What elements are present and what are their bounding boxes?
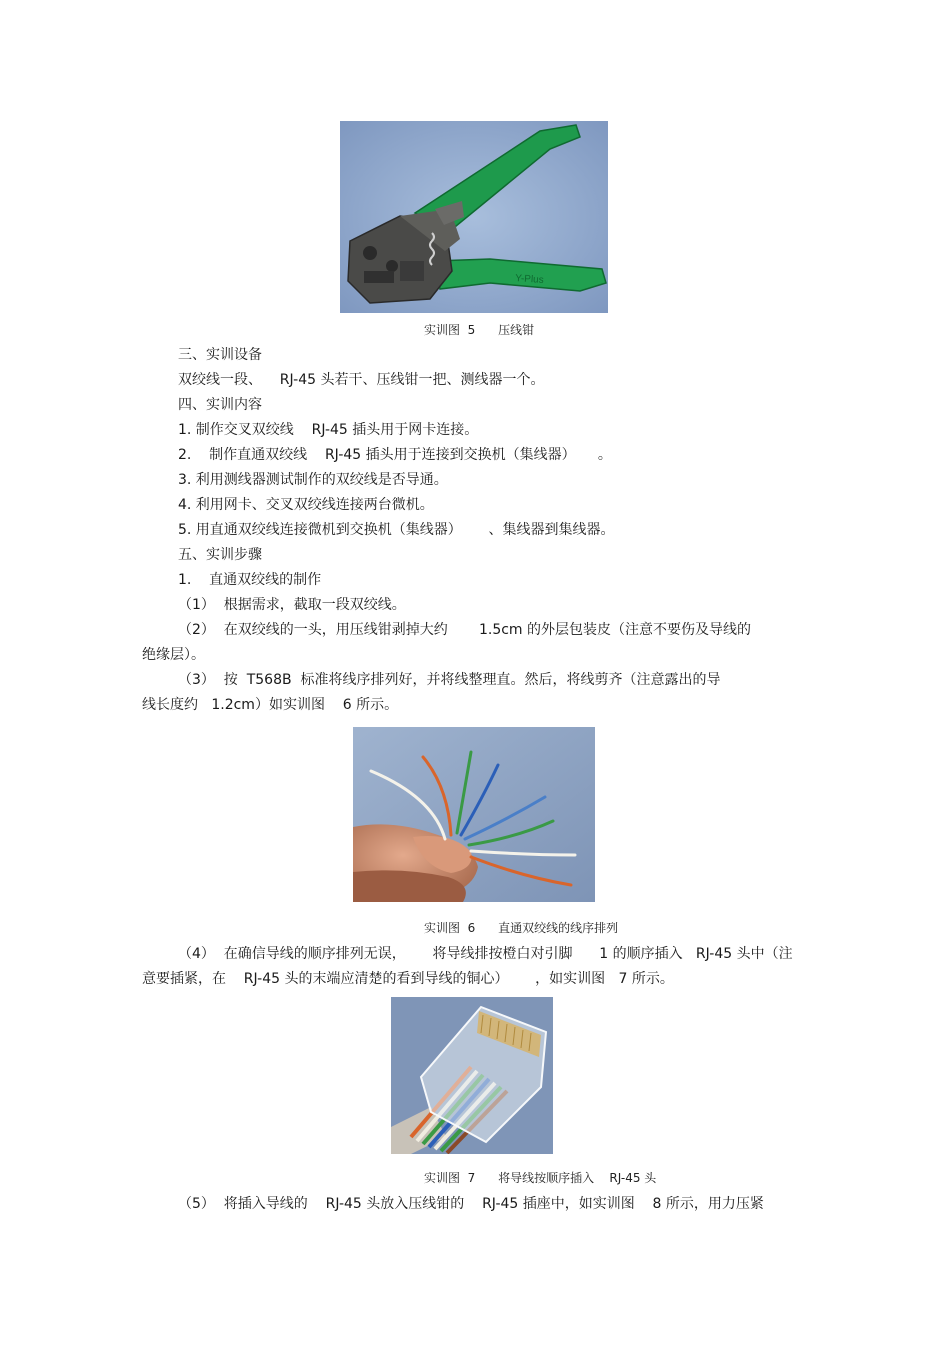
step-1: （1） 根据需求，截取一段双绞线。 [178, 597, 406, 613]
section4-item: 5. 用直通双绞线连接微机到交换机（集线器） 、集线器到集线器。 [178, 522, 615, 538]
step-4-line1: （4） 在确信导线的顺序排列无误， 将导线排按橙白对引脚 1 的顺序插入 RJ-45 头中（注 [178, 946, 793, 962]
rj45-insert-photo [391, 997, 553, 1154]
figure-6-caption: 实训图 6 直通双绞线的线序排列 [424, 921, 619, 935]
section4-item: 4. 利用网卡、交叉双绞线连接两台微机。 [178, 497, 434, 513]
wire-order-photo [353, 727, 595, 902]
step-3-line2: 线长度约 1.2cm）如实训图 6 所示。 [142, 697, 399, 713]
section4-item: 2. 制作直通双绞线 RJ-45 插头用于连接到交换机（集线器） 。 [178, 447, 612, 463]
crimper-brand-text: Y-Plus [514, 273, 545, 286]
section4-item: 3. 利用测线器测试制作的双绞线是否导通。 [178, 472, 448, 488]
section4-item: 1. 制作交叉双绞线 RJ-45 插头用于网卡连接。 [178, 422, 479, 438]
crimper-photo [340, 121, 608, 313]
step-3-line1: （3） 按 T568B 标准将线序排列好，并将线整理直。然后，将线剪齐（注意露出的导 [178, 672, 721, 688]
step-5: （5） 将插入导线的 RJ-45 头放入压线钳的 RJ-45 插座中，如实训图 8 所示，用力压紧 [178, 1196, 764, 1212]
figure-5-caption: 实训图 5 压线钳 [424, 323, 535, 337]
section3-text: 双绞线一段、 RJ-45 头若干、压线钳一把、测线器一个。 [178, 372, 545, 388]
section4-heading: 四、实训内容 [178, 397, 262, 413]
step-2-line1: （2） 在双绞线的一头，用压线钳剥掉大约 1.5cm 的外层包装皮（注意不要伤及导线的 [178, 622, 752, 638]
section5-subheading: 1. 直通双绞线的制作 [178, 572, 322, 588]
section5-heading: 五、实训步骤 [178, 547, 262, 563]
figure-7-caption: 实训图 7 将导线按顺序插入 RJ-45 头 [424, 1171, 657, 1185]
step-4-line2: 意要插紧，在 RJ-45 头的末端应清楚的看到导线的铜心） ，如实训图 7 所示。 [142, 971, 674, 987]
section3-heading: 三、实训设备 [178, 347, 262, 363]
step-2-line2: 绝缘层）。 [142, 647, 205, 663]
